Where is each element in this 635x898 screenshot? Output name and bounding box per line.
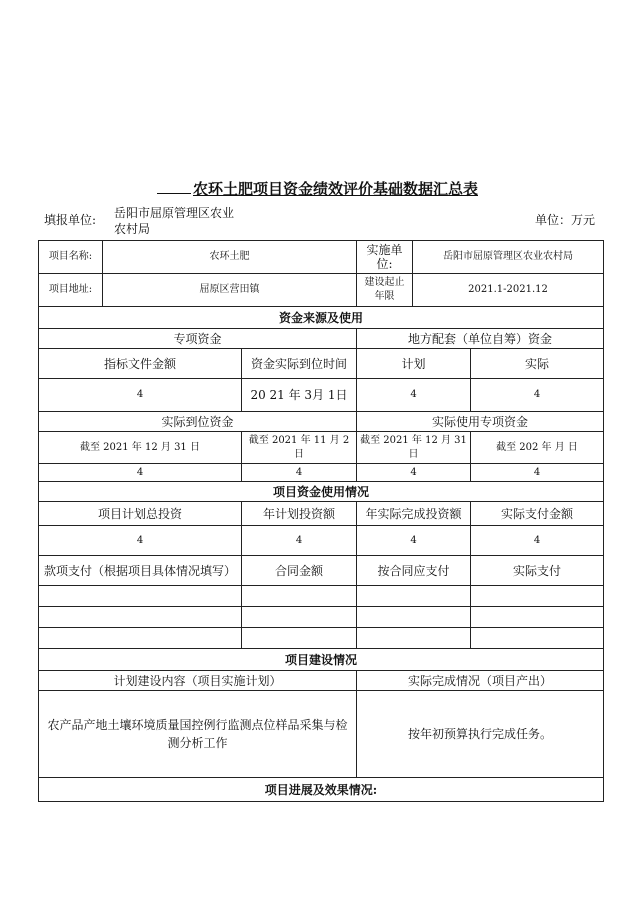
table-row: [39, 502, 604, 526]
actual-value: 4: [471, 379, 604, 412]
empty-cell: [242, 586, 357, 607]
date-value: 4: [242, 464, 357, 482]
table-row: [39, 778, 604, 802]
period-label: 建设起止年限: [357, 274, 413, 307]
date-header: 截至 2021 年 11 月 2 日: [242, 432, 357, 464]
payment-header: 实际支付: [471, 556, 604, 586]
plan-header: 计划: [357, 349, 471, 379]
title-underline: [157, 181, 191, 194]
table-row: [39, 349, 604, 379]
arrival-time-header: 资金实际到位时间: [242, 349, 357, 379]
plan-content: 农产品产地土壤环境质量国控例行监测点位样品采集与检测分析工作: [39, 691, 357, 778]
period-value: 2021.1-2021.12: [413, 274, 604, 307]
usage-header: 年实际完成投资额: [357, 502, 471, 526]
summary-table: [38, 240, 604, 802]
date-header: 截至 202 年 月 日: [471, 432, 604, 464]
impl-unit-label: 实施单位:: [357, 241, 413, 274]
table-row: [39, 526, 604, 556]
actual-header: 实际: [471, 349, 604, 379]
date-value: 4: [471, 464, 604, 482]
usage-value: 4: [39, 526, 242, 556]
payment-header: 按合同应支付: [357, 556, 471, 586]
actual-content: 按年初预算执行完成任务。: [357, 691, 604, 778]
empty-cell: [471, 586, 604, 607]
local-funds-header: 地方配套（单位自筹）资金: [357, 329, 604, 349]
plan-value: 4: [357, 379, 471, 412]
table-row: [39, 628, 604, 649]
usage-section-header: 项目资金使用情况: [39, 482, 604, 502]
payment-header: 合同金额: [242, 556, 357, 586]
date-header: 截至 2021 年 12 月 31 日: [357, 432, 471, 464]
table-row: [39, 691, 604, 778]
usage-header: 实际支付金额: [471, 502, 604, 526]
date-header: 截至 2021 年 12 月 31 日: [39, 432, 242, 464]
usage-value: 4: [357, 526, 471, 556]
table-row: [39, 649, 604, 671]
usage-value: 4: [242, 526, 357, 556]
empty-cell: [357, 607, 471, 628]
doc-amount-value: 4: [39, 379, 242, 412]
fill-unit-label: 填报单位:: [44, 213, 97, 227]
empty-cell: [39, 586, 242, 607]
arrival-time-value: 20 21 年 3月 1日: [242, 379, 357, 412]
empty-cell: [39, 628, 242, 649]
usage-value: 4: [471, 526, 604, 556]
table-row: [39, 329, 604, 349]
table-row: [39, 241, 604, 274]
progress-section-header: 项目进展及效果情况:: [39, 778, 604, 802]
table-row: [39, 307, 604, 329]
funds-section-header: 资金来源及使用: [39, 307, 604, 329]
empty-cell: [471, 628, 604, 649]
doc-amount-header: 指标文件金额: [39, 349, 242, 379]
project-address-label: 项目地址:: [39, 274, 103, 307]
table-row: [39, 607, 604, 628]
impl-unit-value: 岳阳市屈原管理区农业农村局: [413, 241, 604, 274]
table-row: [39, 671, 604, 691]
table-row: [39, 379, 604, 412]
actual-content-header: 实际完成情况（项目产出）: [357, 671, 604, 691]
plan-content-header: 计划建设内容（项目实施计划）: [39, 671, 357, 691]
table-row: [39, 432, 604, 464]
special-funds-header: 专项资金: [39, 329, 357, 349]
empty-cell: [242, 607, 357, 628]
table-row: [39, 274, 604, 307]
used-funds-header: 实际使用专项资金: [357, 412, 604, 432]
construction-section-header: 项目建设情况: [39, 649, 604, 671]
table-row: [39, 586, 604, 607]
arrived-funds-header: 实际到位资金: [39, 412, 357, 432]
project-name-value: 农环土肥: [103, 241, 357, 274]
empty-cell: [471, 607, 604, 628]
table-row: [39, 482, 604, 502]
payment-header: 款项支付（根据项目具体情况填写）: [39, 556, 242, 586]
project-name-label: 项目名称:: [39, 241, 103, 274]
table-row: [39, 412, 604, 432]
table-row: [39, 464, 604, 482]
document-title: [0, 178, 635, 199]
date-value: 4: [357, 464, 471, 482]
fill-unit-value: 岳阳市屈原管理区农业农村局: [114, 206, 235, 236]
empty-cell: [39, 607, 242, 628]
table-row: [39, 556, 604, 586]
empty-cell: [357, 628, 471, 649]
usage-header: 年计划投资额: [242, 502, 357, 526]
date-value: 4: [39, 464, 242, 482]
project-address-value: 屈原区营田镇: [103, 274, 357, 307]
empty-cell: [357, 586, 471, 607]
title-text: 农环土肥项目资金绩效评价基础数据汇总表: [192, 180, 478, 198]
unit-label: 单位：万元: [534, 213, 595, 227]
empty-cell: [242, 628, 357, 649]
usage-header: 项目计划总投资: [39, 502, 242, 526]
